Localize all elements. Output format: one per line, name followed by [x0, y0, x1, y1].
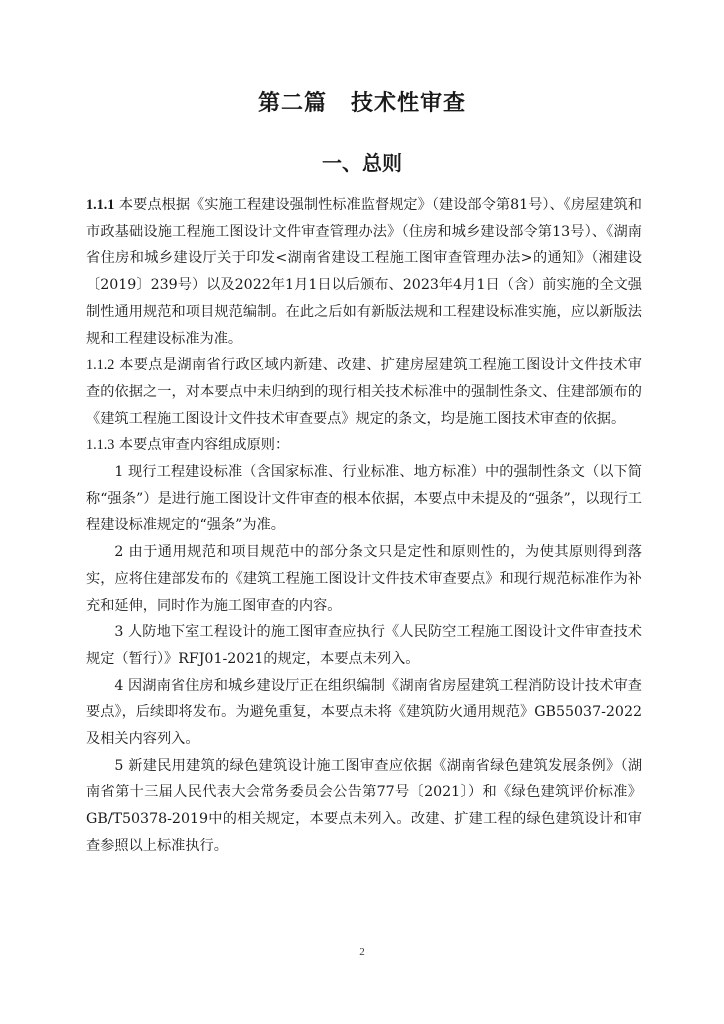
list-item [86, 619, 642, 672]
item-text: 新建民用建筑的绿色建筑设计施工图审查应依据《湖南省绿色建筑发展条例》（湖南省第十三届人民代表大会常务委员会公告第77号〔2021〕）和《绿色建筑评价标准》GB/T50378-2019中的相关规定，本要点未列入。改建、扩建工程的绿色建筑设计和审查参照以上标准执行。 [86, 757, 643, 854]
part-title [0, 86, 724, 117]
clause-text: 本要点根据《实施工程建设强制性标准监督规定》（建设部令第81号）、《房屋建筑和市政基础设施工程施工图设计文件审查管理办法》（住房和城乡建设部令第13号）、《湖南省住房和城乡建设厅关于印发<湖南省建设工程施工图审查管理办法>的通知》（湘建设〔2019〕239号）以及2022年1月1日以后颁布、2023年4月1日（含）前实施的全文强制性通用规范和项目规范编制。在此之后如有新版法规和工程建设标准实施，应以新版法规和工程建设标准为准。 [86, 197, 642, 347]
clause-1-1-3 [86, 432, 642, 459]
item-number: 3 [114, 624, 124, 641]
item-text: 因湖南省住房和城乡建设厅正在组织编制《湖南省房屋建筑工程消防设计技术审查要点》，后续即将发布。为避免重复，本要点未将《建筑防火通用规范》GB55037-2022及相关内容列入。 [86, 677, 642, 748]
clause-number: 1.1.3 [86, 437, 115, 454]
clause-1-1-1 [86, 192, 642, 352]
part-number: 第二篇 [257, 91, 327, 116]
clause-number: 1.1.1 [86, 197, 115, 213]
clause-text: 本要点是湖南省行政区域内新建、改建、扩建房屋建筑工程施工图设计文件技术审查的依据之一，对本要点中未归纳到的现行相关技术标准中的强制性条文、住建部颁布的《建筑工程施工图设计文件技术审查要点》规定的条文，均是施工图技术审查的依据。 [86, 357, 642, 427]
page-number: 2 [359, 946, 365, 958]
clause-1-1-2 [86, 352, 642, 432]
list-item [86, 673, 642, 753]
document-body [86, 192, 642, 860]
clause-text: 本要点审查内容组成原则： [118, 437, 290, 454]
item-number: 4 [114, 677, 124, 694]
item-number: 1 [114, 464, 124, 481]
part-name: 技术性审查 [351, 91, 467, 116]
item-text: 现行工程建设标准（含国家标准、行业标准、地方标准）中的强制性条文（以下简称“强条”）是进行施工图设计文件审查的根本依据，本要点中未提及的“强条”，以现行工程建设标准规定的“强条”为准。 [86, 464, 642, 534]
section-title: 一、总则 [322, 151, 402, 175]
item-text: 由于通用规范和项目规范中的部分条文只是定性和原则性的，为使其原则得到落实，应将住建部发布的《建筑工程施工图设计文件技术审查要点》和现行规范标准作为补充和延伸，同时作为施工图审查的内容。 [86, 544, 642, 614]
item-number: 5 [114, 757, 124, 774]
item-text: 人防地下室工程设计的施工图审查应执行《人民防空工程施工图设计文件审查技术规定（暂行）》RFJ01-2021的规定，本要点未列入。 [86, 624, 642, 667]
item-number: 2 [114, 544, 124, 561]
list-item [86, 753, 642, 860]
list-item [86, 459, 642, 539]
list-item [86, 539, 642, 619]
clause-number: 1.1.2 [86, 357, 115, 374]
